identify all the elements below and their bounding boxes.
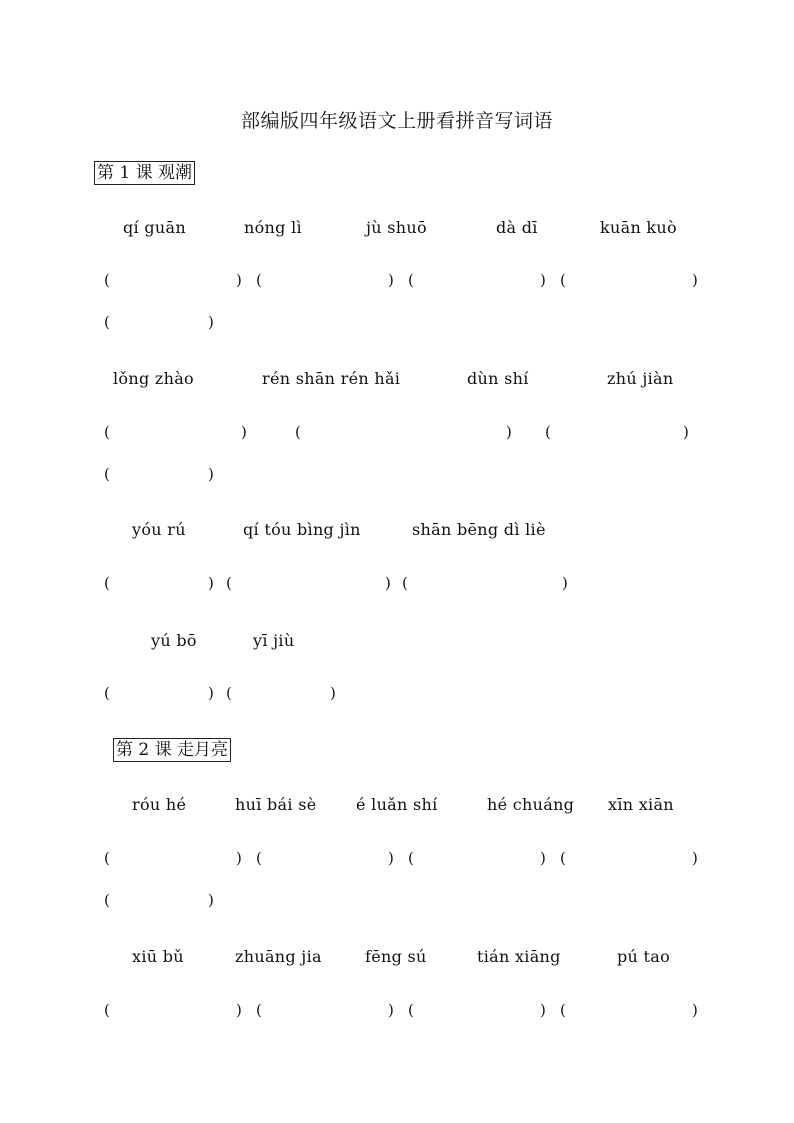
answer-close-paren: ) bbox=[692, 849, 698, 867]
answer-close-paren: ) bbox=[540, 849, 546, 867]
pinyin-ju-shuo: jù shuō bbox=[366, 218, 427, 237]
answer-open-paren: ( bbox=[295, 423, 301, 441]
answer-close-paren: ) bbox=[540, 271, 546, 289]
answer-close-paren: ) bbox=[562, 574, 568, 592]
answer-close-paren: ) bbox=[388, 271, 394, 289]
answer-close-paren: ) bbox=[208, 891, 214, 909]
answer-open-paren: ( bbox=[560, 849, 566, 867]
pinyin-zhu-jian: zhú jiàn bbox=[607, 369, 674, 388]
page-title: 部编版四年级语文上册看拼音写词语 bbox=[240, 110, 553, 132]
answer-close-paren: ) bbox=[692, 1001, 698, 1019]
answer-open-paren: ( bbox=[256, 271, 262, 289]
pinyin-tian-xiang: tián xiāng bbox=[477, 947, 561, 966]
pinyin-qi-guan: qí guān bbox=[123, 218, 186, 237]
pinyin-xin-xian: xīn xiān bbox=[608, 795, 674, 814]
answer-open-paren: ( bbox=[256, 849, 262, 867]
answer-open-paren: ( bbox=[408, 849, 414, 867]
answer-close-paren: ) bbox=[208, 574, 214, 592]
answer-close-paren: ) bbox=[208, 313, 214, 331]
answer-open-paren: ( bbox=[226, 684, 232, 702]
pinyin-pu-tao: pú tao bbox=[617, 947, 671, 966]
answer-open-paren: ( bbox=[104, 313, 110, 331]
answer-close-paren: ) bbox=[208, 465, 214, 483]
pinyin-ren-shan-ren-hai: rén shān rén hǎi bbox=[262, 369, 401, 388]
answer-close-paren: ) bbox=[540, 1001, 546, 1019]
pinyin-he-chuang: hé chuáng bbox=[487, 795, 575, 814]
answer-open-paren: ( bbox=[545, 423, 551, 441]
answer-close-paren: ) bbox=[388, 849, 394, 867]
answer-open-paren: ( bbox=[226, 574, 232, 592]
pinyin-you-ru: yóu rú bbox=[132, 520, 186, 539]
pinyin-qi-tou-bing-jin: qí tóu bìng jìn bbox=[243, 520, 361, 539]
pinyin-rou-he: róu hé bbox=[132, 795, 187, 814]
answer-open-paren: ( bbox=[560, 271, 566, 289]
answer-open-paren: ( bbox=[104, 1001, 110, 1019]
answer-close-paren: ) bbox=[208, 684, 214, 702]
answer-open-paren: ( bbox=[402, 574, 408, 592]
answer-open-paren: ( bbox=[104, 684, 110, 702]
answer-open-paren: ( bbox=[408, 1001, 414, 1019]
pinyin-dun-shi: dùn shí bbox=[467, 369, 529, 388]
answer-close-paren: ) bbox=[241, 423, 247, 441]
answer-close-paren: ) bbox=[388, 1001, 394, 1019]
pinyin-long-zhao: lǒng zhào bbox=[113, 369, 194, 388]
answer-close-paren: ) bbox=[236, 271, 242, 289]
lesson-1-heading: 第 1 课 观潮 bbox=[94, 161, 195, 185]
answer-open-paren: ( bbox=[104, 423, 110, 441]
pinyin-feng-su: fēng sú bbox=[365, 947, 427, 966]
pinyin-yu-bo: yú bō bbox=[151, 631, 197, 650]
answer-open-paren: ( bbox=[104, 271, 110, 289]
answer-open-paren: ( bbox=[408, 271, 414, 289]
pinyin-kuan-kuo: kuān kuò bbox=[600, 218, 677, 237]
answer-close-paren: ) bbox=[236, 849, 242, 867]
answer-close-paren: ) bbox=[330, 684, 336, 702]
answer-close-paren: ) bbox=[236, 1001, 242, 1019]
answer-open-paren: ( bbox=[560, 1001, 566, 1019]
answer-close-paren: ) bbox=[506, 423, 512, 441]
pinyin-xiu-bu: xiū bǔ bbox=[132, 947, 184, 966]
pinyin-hui-bai-se: huī bái sè bbox=[235, 795, 317, 814]
answer-open-paren: ( bbox=[104, 891, 110, 909]
pinyin-shan-beng-di-lie: shān bēng dì liè bbox=[412, 520, 546, 539]
answer-open-paren: ( bbox=[104, 574, 110, 592]
pinyin-nong-li: nóng lì bbox=[244, 218, 302, 237]
lesson-2-heading: 第 2 课 走月亮 bbox=[113, 738, 231, 762]
pinyin-zhuang-jia: zhuāng jia bbox=[235, 947, 322, 966]
pinyin-da-di: dà dī bbox=[496, 218, 538, 237]
answer-close-paren: ) bbox=[692, 271, 698, 289]
answer-open-paren: ( bbox=[104, 849, 110, 867]
answer-open-paren: ( bbox=[104, 465, 110, 483]
pinyin-e-luan-shi: é luǎn shí bbox=[356, 795, 438, 814]
pinyin-yi-jiu: yī jiù bbox=[253, 631, 295, 650]
answer-open-paren: ( bbox=[256, 1001, 262, 1019]
answer-close-paren: ) bbox=[385, 574, 391, 592]
answer-close-paren: ) bbox=[683, 423, 689, 441]
